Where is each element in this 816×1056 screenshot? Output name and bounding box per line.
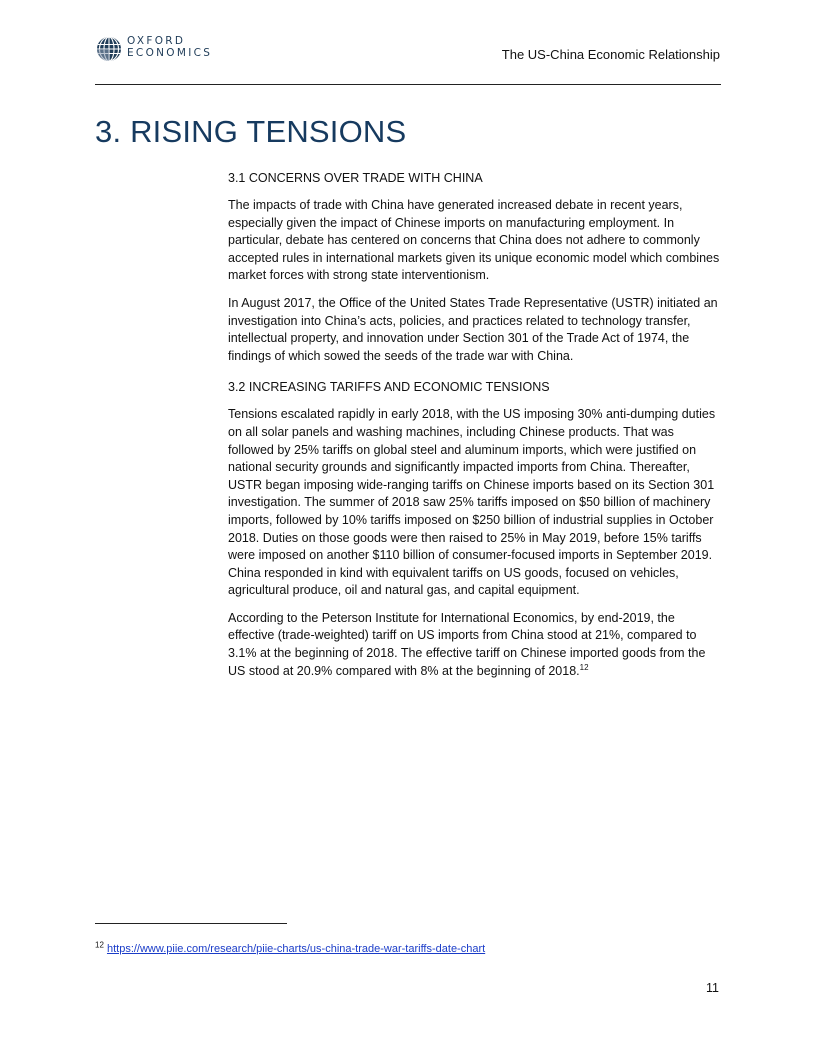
paragraph: Tensions escalated rapidly in early 2018, with the US imposing 30% anti-dumping duties on all solar panels and washing machines, including Chinese products. That was followed by 25% tariffs on global steel and aluminum imports, which were justified on national security grounds and significantly impacted imports from China. Thereafter, USTR began imposing wide-ranging tariffs on Chinese imports based on its Section 301 investigation. The summer of 2018 saw 25% tariffs imposed on $50 billion of machinery imports, followed by 10% tariffs imposed on $250 billion of industrial supplies in October 2018. Duties on those goods were then raised to 25% in May 2019, before 15% tariffs were imposed on another $110 billion of consumer-focused imports in September 2019. China responded in kind with equivalent tariffs on US goods, focused on vehicles, agricultural produce, oil and natural gas, and capital equipment. bbox=[228, 407, 716, 598]
header-divider bbox=[95, 84, 721, 85]
oxford-economics-logo bbox=[96, 35, 226, 65]
chapter-title: 3. RISING TENSIONS bbox=[95, 114, 407, 149]
section-heading-3-1: 3.1 CONCERNS OVER TRADE WITH CHINA bbox=[228, 171, 483, 185]
main-content bbox=[228, 170, 722, 690]
paragraph-text: According to the Peterson Institute for International Economics, by end-2019, the effective (trade-weighted) tariff on US imports from China stood at 21%, compared to 3.1% at the beginning of 2018. The effective tariff on Chinese imported goods from the US stood at 20.9% compared with 8% at the beginning of 2018. bbox=[228, 610, 706, 678]
document-title: The US-China Economic Relationship bbox=[501, 47, 720, 62]
footnote-reference[interactable]: 12 bbox=[579, 662, 589, 672]
page-number: 11 bbox=[706, 981, 719, 995]
section-heading-3-2: 3.2 INCREASING TARIFFS AND ECONOMIC TENSIONS bbox=[228, 380, 550, 395]
paragraph: In August 2017, the Office of the United States Trade Representative (USTR) initiated an investigation into China’s acts, policies, and practices related to technology transfer, intellectual property, and innovation under Section 301 of the Trade Act of 1974, the findings of which sowed the seeds of the trade war with China. bbox=[228, 295, 718, 363]
globe-icon bbox=[96, 36, 122, 62]
footnote bbox=[95, 940, 486, 955]
logo-line-2: ECONOMICS bbox=[127, 47, 213, 59]
logo-wordmark bbox=[127, 35, 212, 59]
footnote-divider bbox=[95, 923, 287, 924]
footnote-link[interactable]: https://www.piie.com/research/piie-charts/us-china-trade-war-tariffs-date-chart bbox=[106, 943, 486, 955]
paragraph-with-footnote bbox=[228, 610, 722, 680]
footnote-number: 12 bbox=[95, 940, 104, 950]
logo-line-1: OXFORD bbox=[127, 35, 186, 47]
paragraph: The impacts of trade with China have generated increased debate in recent years, especially given the impact of Chinese imports on manufacturing employment. In particular, debate has centered on concerns that China does not adhere to commonly accepted rules in international markets given its unique economic model which combines market forces with strong state interventionism. bbox=[228, 198, 720, 283]
